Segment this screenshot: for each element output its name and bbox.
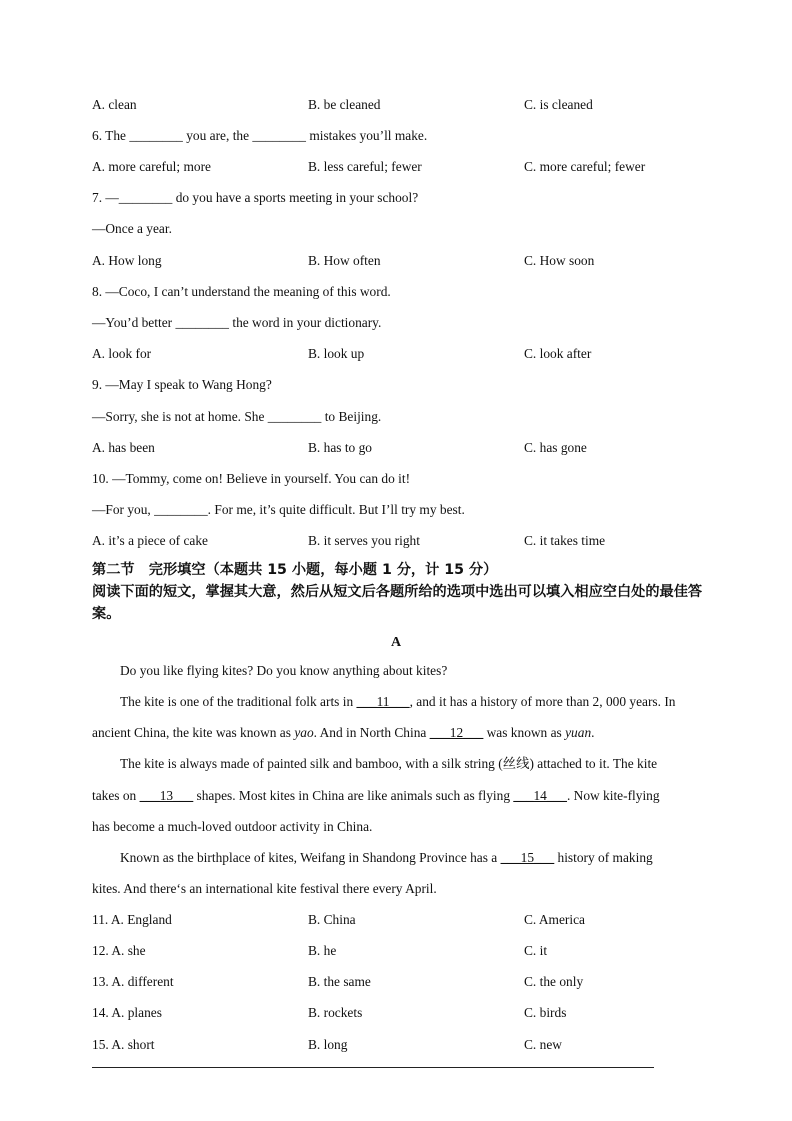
q5-options bbox=[0, 96, 792, 114]
q9-option-c: C. has gone bbox=[524, 440, 587, 455]
cloze-option-row bbox=[0, 942, 792, 960]
option-b: B. the same bbox=[308, 974, 371, 989]
section-instruction: 阅读下面的短文，掌握其大意，然后从短文后各题所给的选项中选出可以填入相应空白处的最佳答案。 bbox=[92, 584, 703, 622]
option-c: C. the only bbox=[524, 974, 584, 989]
option-a: 11. A. England bbox=[92, 912, 172, 927]
section-heading: 第二节 完形填空（本题共 15 小题，每小题 1 分，计 15 分） bbox=[92, 562, 498, 578]
cloze-option-row bbox=[0, 1036, 792, 1054]
q8-options bbox=[0, 345, 792, 363]
option-b: B. he bbox=[308, 943, 337, 958]
text-span: was known as bbox=[483, 725, 566, 740]
blank-14: ___14___ bbox=[513, 788, 567, 803]
passage-paragraph-2-line-2 bbox=[92, 724, 704, 742]
q6-options bbox=[0, 158, 792, 176]
option-b: B. rockets bbox=[308, 1005, 363, 1020]
q6-option-c: C. more careful; fewer bbox=[524, 159, 646, 174]
q10-option-a: A. it’s a piece of cake bbox=[92, 533, 208, 548]
q7-stem: 7. —________ do you have a sports meeting in your school? bbox=[92, 190, 419, 205]
option-c: C. America bbox=[524, 912, 585, 927]
option-a: 14. A. planes bbox=[92, 1005, 162, 1020]
q7-options bbox=[0, 252, 792, 270]
q9-options bbox=[0, 439, 792, 457]
q10-stem: 10. —Tommy, come on! Believe in yourself. You can do it! bbox=[92, 471, 411, 486]
text-span: history of making bbox=[554, 850, 653, 865]
cloze-option-row bbox=[0, 973, 792, 991]
blank-15: ___15___ bbox=[500, 850, 555, 865]
option-b: B. China bbox=[308, 912, 356, 927]
text-span: takes on bbox=[92, 788, 140, 803]
passage-paragraph-1: Do you like flying kites? Do you know anything about kites? bbox=[120, 663, 448, 678]
q5-option-b: B. be cleaned bbox=[308, 97, 381, 112]
q6-stem: 6. The ________ you are, the ________ mistakes you’ll make. bbox=[92, 128, 428, 143]
text-span: , and it has a history of more than 2, 000 years. In bbox=[409, 694, 676, 709]
q8-option-a: A. look for bbox=[92, 346, 152, 361]
text-span: . Now kite-flying bbox=[566, 788, 660, 803]
q7-option-c: C. How soon bbox=[524, 253, 595, 268]
q8-reply: —You’d better ________ the word in your dictionary. bbox=[92, 315, 382, 330]
text-span: . bbox=[591, 725, 595, 740]
q8-option-c: C. look after bbox=[524, 346, 592, 361]
blank-11: ___11___ bbox=[356, 694, 410, 709]
text-span: The kite is one of the traditional folk arts in bbox=[120, 694, 357, 709]
passage-paragraph-4-line-1 bbox=[92, 849, 732, 867]
q9-reply: —Sorry, she is not at home. She ________ to Beijing. bbox=[92, 409, 382, 424]
q8-stem: 8. —Coco, I can’t understand the meaning of this word. bbox=[92, 284, 391, 299]
q9-stem: 9. —May I speak to Wang Hong? bbox=[92, 377, 272, 392]
option-c: C. new bbox=[524, 1037, 562, 1052]
option-c: C. birds bbox=[524, 1005, 567, 1020]
q10-reply: —For you, ________. For me, it’s quite difficult. But I’ll try my best. bbox=[92, 502, 465, 517]
option-a: 15. A. short bbox=[92, 1037, 155, 1052]
q7-option-a: A. How long bbox=[92, 253, 162, 268]
cloze-option-row bbox=[0, 1004, 792, 1022]
q5-option-a: A. clean bbox=[92, 97, 137, 112]
q10-option-b: B. it serves you right bbox=[308, 533, 420, 548]
option-c: C. it bbox=[524, 943, 548, 958]
passage-paragraph-4-line-2: kites. And there‘s an international kite festival there every April. bbox=[92, 881, 437, 896]
passage-paragraph-2-line-1 bbox=[92, 693, 732, 711]
option-b: B. long bbox=[308, 1037, 348, 1052]
q8-option-b: B. look up bbox=[308, 346, 365, 361]
text-span: ancient China, the kite was known as bbox=[92, 725, 295, 740]
q9-option-a: A. has been bbox=[92, 440, 155, 455]
cloze-option-row bbox=[0, 911, 792, 929]
blank-13: ___13___ bbox=[139, 788, 194, 803]
text-span: shapes. Most kites in China are like animals such as flying bbox=[193, 788, 514, 803]
passage-paragraph-3-line-2 bbox=[92, 787, 704, 805]
term-yao: yao bbox=[294, 725, 314, 740]
option-a: 13. A. different bbox=[92, 974, 174, 989]
q6-option-a: A. more careful; more bbox=[92, 159, 211, 174]
text-span: Known as the birthplace of kites, Weifang in Shandong Province has a bbox=[120, 850, 501, 865]
text-span: . And in North China bbox=[313, 725, 430, 740]
passage-paragraph-3-line-1: The kite is always made of painted silk and bamboo, with a silk string (丝线) attached to it. The kite bbox=[120, 756, 658, 771]
q7-option-b: B. How often bbox=[308, 253, 381, 268]
q6-option-b: B. less careful; fewer bbox=[308, 159, 422, 174]
blank-12: ___12___ bbox=[429, 725, 484, 740]
q7-reply: —Once a year. bbox=[92, 221, 172, 236]
passage-paragraph-3-line-3: has become a much-loved outdoor activity in China. bbox=[92, 819, 373, 834]
q9-option-b: B. has to go bbox=[308, 440, 372, 455]
q5-option-c: C. is cleaned bbox=[524, 97, 593, 112]
option-a: 12. A. she bbox=[92, 943, 146, 958]
q10-option-c: C. it takes time bbox=[524, 533, 606, 548]
footer-divider bbox=[92, 1067, 654, 1068]
q10-options bbox=[0, 532, 792, 550]
term-yuan: yuan bbox=[565, 725, 592, 740]
passage-title: A bbox=[390, 635, 402, 650]
